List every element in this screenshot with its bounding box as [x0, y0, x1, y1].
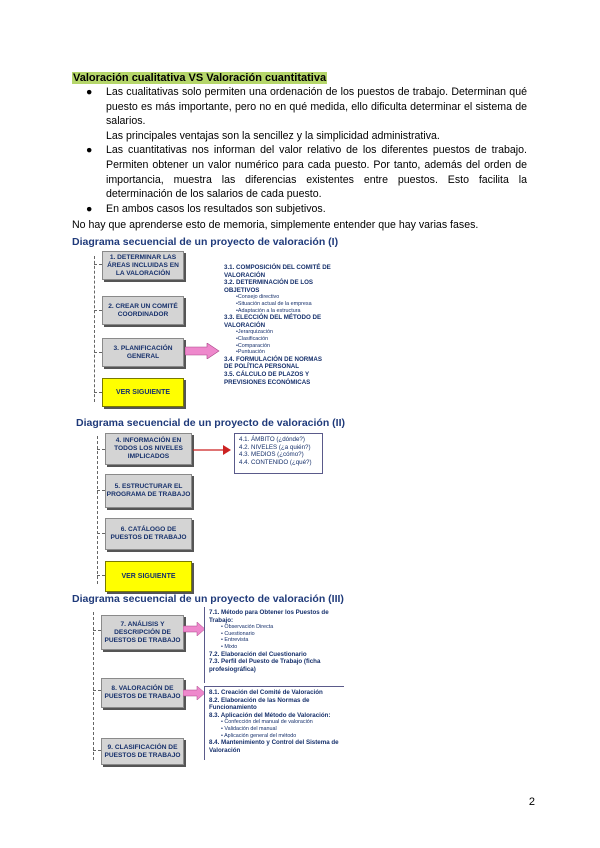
- step-7-box: 7. ANÁLISIS Y DESCRIPCIÓN DE PUESTOS DE TRABAJO: [101, 615, 184, 650]
- step-2-box: 2. CREAR UN COMITÉ COORDINADOR: [102, 296, 184, 325]
- list-item: ● En ambos casos los resultados son subjetivos.: [86, 202, 326, 215]
- arrow-right-icon: [193, 443, 233, 457]
- connector-tick: [93, 690, 101, 691]
- step-9-box: 9. CLASIFICACIÓN DE PUESTOS DE TRABAJO: [101, 738, 184, 765]
- connector-tick: [97, 533, 105, 534]
- step-8-box: 8. VALORACIÓN DE PUESTOS DE TRABAJO: [101, 678, 184, 708]
- next-page-button-1: VER SIGUIENTE: [102, 378, 184, 407]
- diagram-1-connector: [94, 256, 95, 402]
- diagram-3-detail-b: 8.1. Creación del Comité de Valoración 8.2. Elaboración de las Normas de Funcionamiento 8.3. Aplicación del Método de Valoración: • Confección del manual de valoración • Validación del manual • Aplicación general del método 8.4. Mantenimiento y Control del Sistema de Valoración: [204, 686, 344, 760]
- step-4-box: 4. INFORMACIÓN EN TODOS LOS NIVELES IMPLICADOS: [105, 433, 192, 465]
- section-heading: Valoración cualitativa VS Valoración cuantitativa: [73, 72, 327, 84]
- list-item: ● Las cualitativas solo permiten una ordenación de los puestos de trabajo. Determinan qué puesto es más importante, pero no en qué medida, ello dificulta determinar el sistema de salarios.: [86, 86, 527, 128]
- list-item: ● Las cuantitativas nos informan del valor relativo de los diferentes puestos de trabajo. Permiten obtener un valor numérico para cada puesto. Por tanto, además del orden de importancia, muestra las diferencias existentes entre puestos. Esto facilita la determinación de los salarios de cada puesto.: [86, 144, 527, 201]
- connector-tick: [94, 264, 102, 265]
- step-6-box: 6. CATÁLOGO DE PUESTOS DE TRABAJO: [105, 518, 192, 550]
- diagram-2-detail: 4.1. ÁMBITO (¿dónde?) 4.2. NIVELES (¿a quién?) 4.3. MEDIOS (¿cómo?) 4.4. CONTENIDO (¿qué?): [234, 433, 323, 474]
- connector-tick: [93, 630, 101, 631]
- step-1-box: 1. DETERMINAR LAS ÁREAS INCLUIDAS EN LA VALORACIÓN: [102, 251, 184, 280]
- diagram-3-detail-a: 7.1. Método para Obtener los Puestos de Trabajo: • Observación Directa • Cuestionario • Entrevista • Mixto 7.2. Elaboración del Cuestionario 7.3. Perfil del Puesto de Trabajo (ficha profesiográfica): [204, 607, 344, 683]
- diagram-3-connector: [93, 612, 94, 760]
- list-item: Las principales ventajas son la sencillez y la simplicidad administrativa.: [106, 129, 440, 142]
- bullet-icon: ●: [86, 86, 93, 98]
- connector-tick: [97, 575, 105, 576]
- bullet-icon: ●: [86, 202, 93, 215]
- bullet-list: [72, 85, 527, 216]
- arrow-right-icon: [185, 343, 221, 359]
- diagram-1-title: Diagrama secuencial de un proyecto de valoración (I): [72, 236, 339, 248]
- step-5-box: 5. ESTRUCTURAR EL PROGRAMA DE TRABAJO: [105, 474, 192, 508]
- next-page-button-2: VER SIGUIENTE: [105, 561, 192, 592]
- connector-tick: [94, 352, 102, 353]
- step-3-box: 3. PLANIFICACIÓN GENERAL: [102, 338, 184, 367]
- page-number: 2: [528, 796, 535, 808]
- diagram-3-title: Diagrama secuencial de un proyecto de valoración (III): [72, 593, 344, 605]
- diagram-2-connector: [97, 436, 98, 584]
- diagram-2-title: Diagrama secuencial de un proyecto de valoración (II): [76, 417, 346, 429]
- connector-tick: [93, 750, 101, 751]
- connector-tick: [97, 449, 105, 450]
- connector-tick: [97, 490, 105, 491]
- diagram-1-detail: 3.1. COMPOSICIÓN DEL COMITÉ DE VALORACIÓN 3.2. DETERMINACIÓN DE LOS OBJETIVOS •Consejo directivo •Situación actual de la empresa •Adaptación a la estructura 3.3. ELECCIÓN DEL MÉTODO DE VALORACIÓN •Jerarquización •Clasificación •Comparación •Puntuación 3.4. FORMULACIÓN DE NORMAS DE POLÍTICA PERSONAL 3.5. CÁLCULO DE PLAZOS Y PREVISIONES ECONÓMICAS: [220, 262, 335, 386]
- connector-tick: [94, 392, 102, 393]
- bullet-icon: ●: [86, 144, 93, 157]
- connector-tick: [94, 310, 102, 311]
- memory-note: No hay que aprenderse esto de memoria, simplemente entender que hay varias fases.: [72, 219, 479, 231]
